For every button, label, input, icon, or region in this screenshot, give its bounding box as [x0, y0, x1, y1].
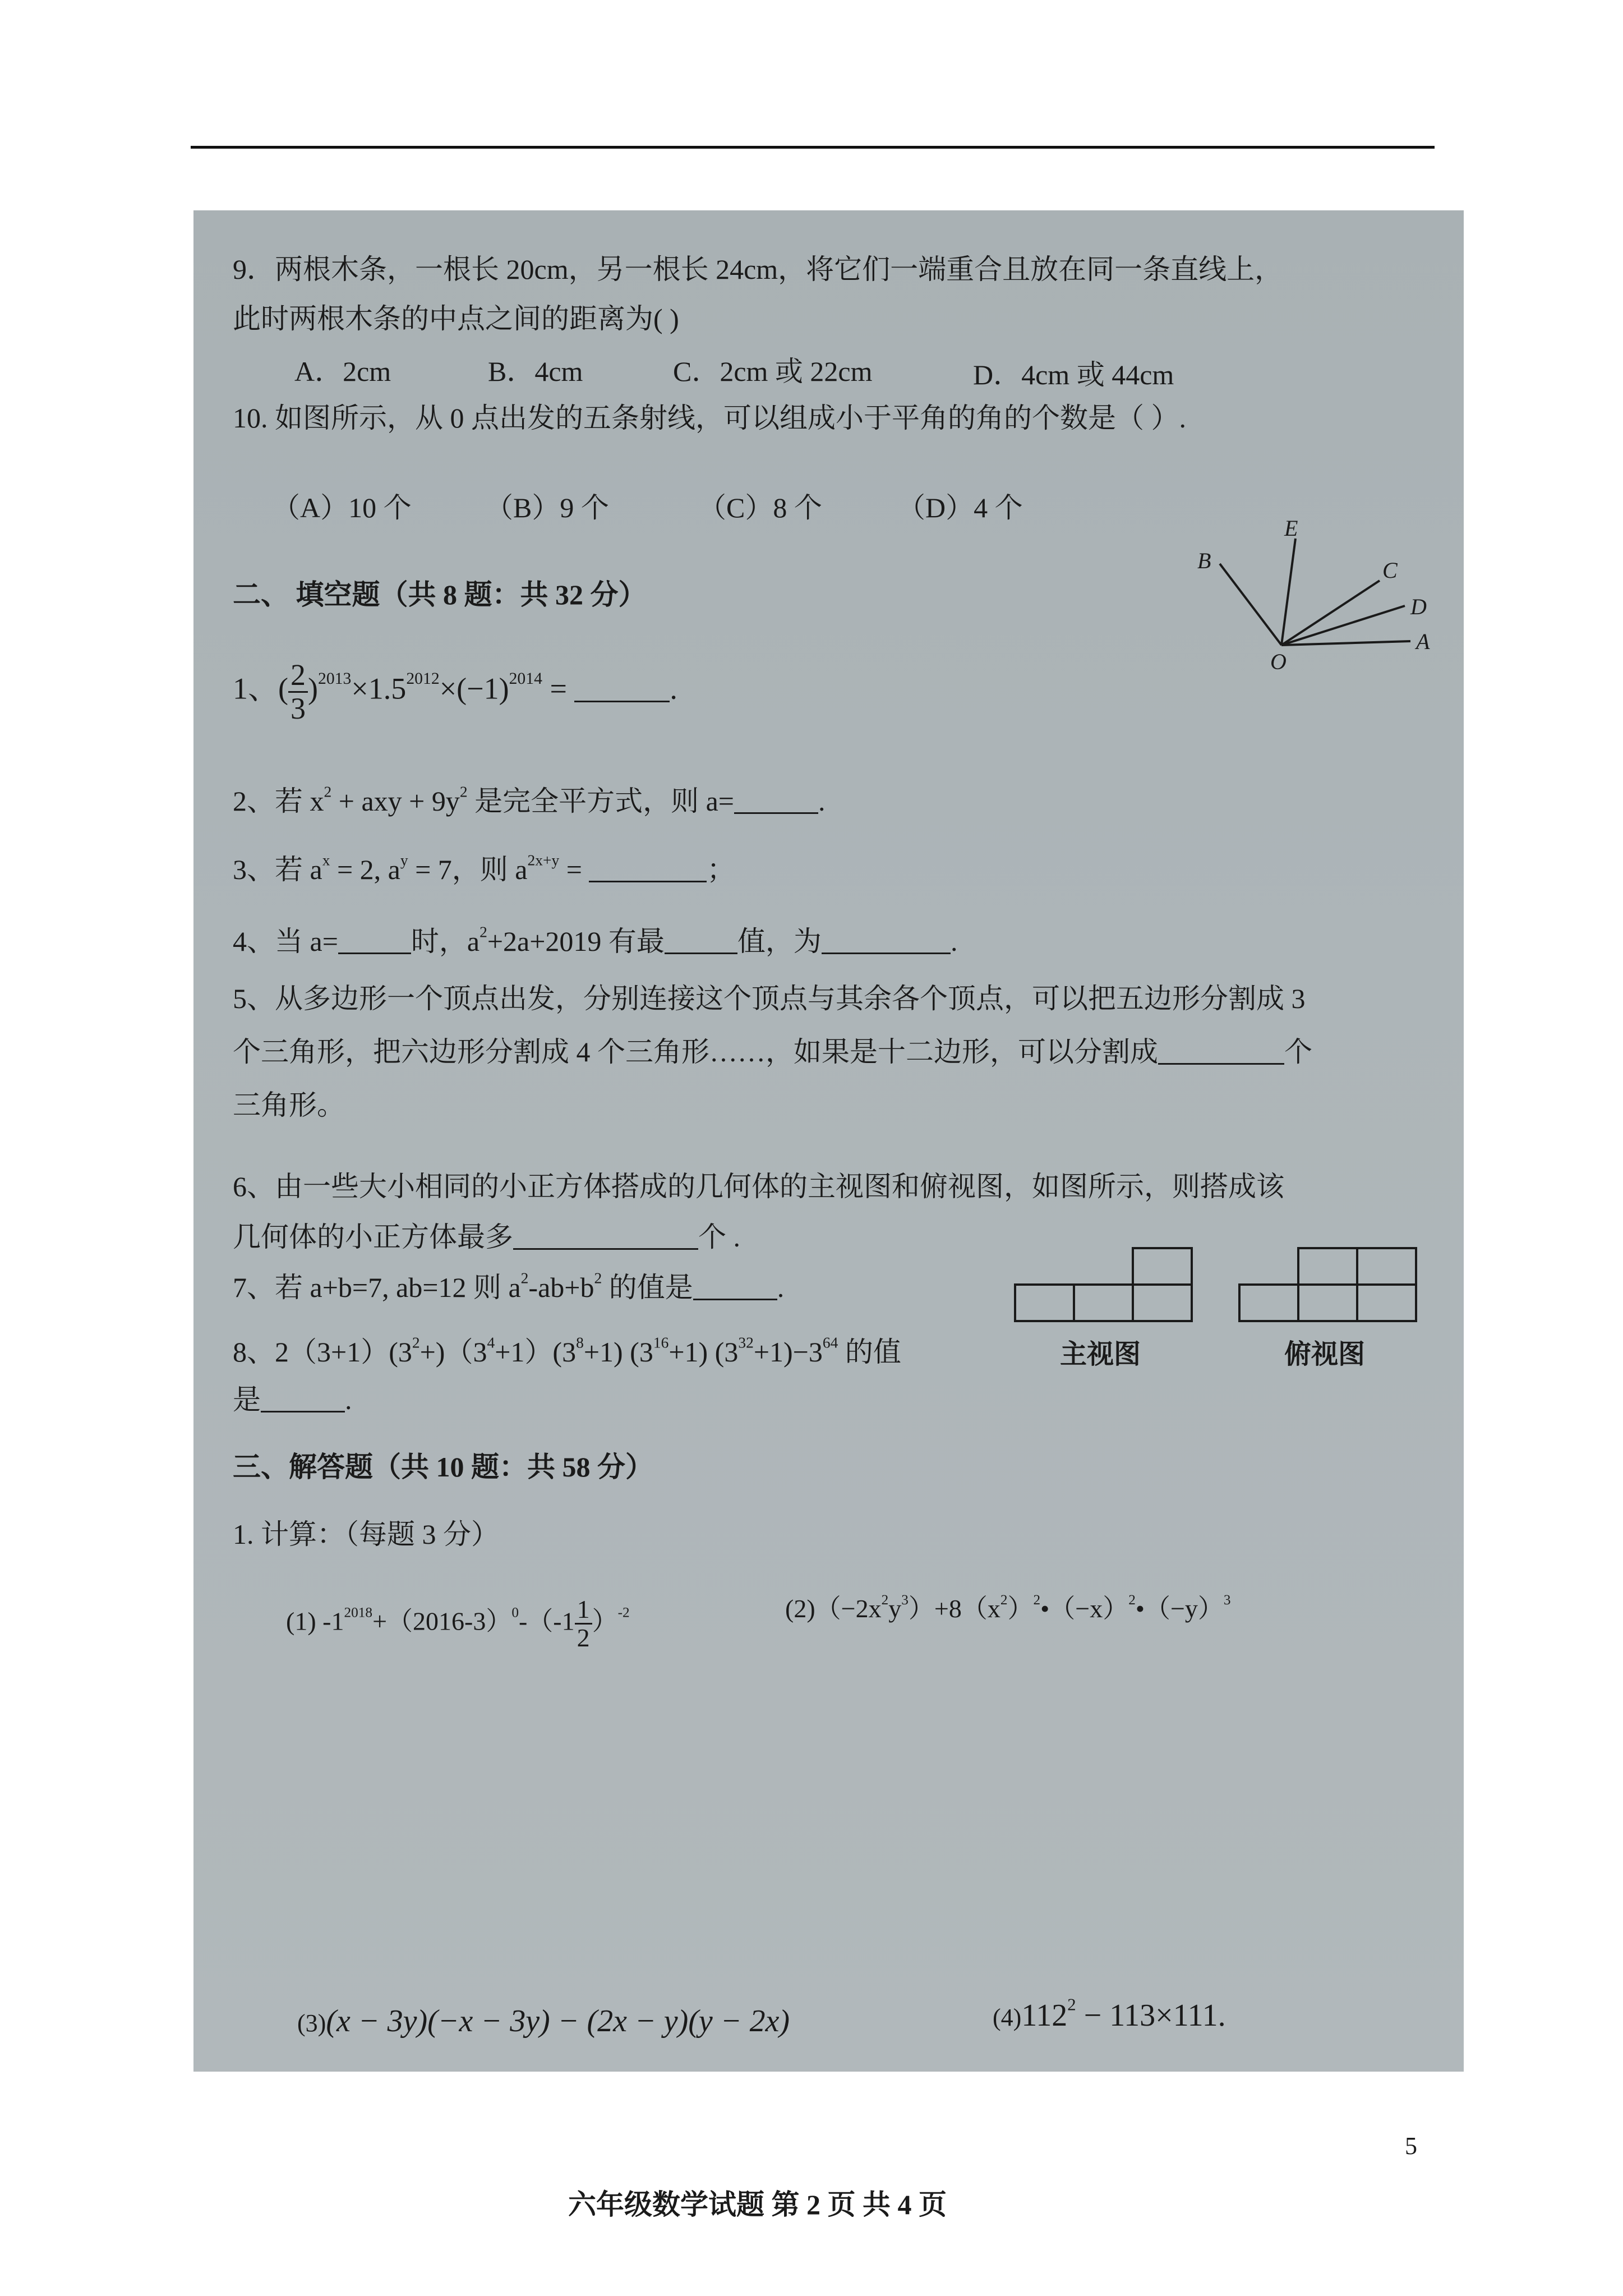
solve-p2-term: •（−x）: [1040, 1594, 1129, 1623]
solve-p2-term: ）+8（x: [908, 1594, 1000, 1623]
solve-p2-term: （−2x: [815, 1594, 882, 1623]
solve-p2-term: ）: [1007, 1594, 1034, 1623]
exponent: 2: [324, 783, 332, 800]
fill-q4-text: 时，a: [411, 926, 480, 957]
top-view-caption: 俯视图: [1284, 1340, 1366, 1369]
top-view-square: [1357, 1248, 1416, 1285]
answer-blank[interactable]: [574, 676, 670, 702]
label-d: D: [1410, 594, 1427, 619]
fill-q1-equals: =: [542, 671, 567, 706]
section3-title: 三、解答题（共 10 题：共 58 分）: [233, 1451, 653, 1483]
answer-blank[interactable]: [1158, 1038, 1284, 1065]
fill-q2-prefix: 2、若 x: [233, 785, 324, 817]
q10-option-b: （B）9 个: [485, 492, 609, 523]
exponent: 0: [511, 1604, 519, 1621]
front-view-square: [1133, 1285, 1192, 1321]
fill-q7-text: 的值是: [602, 1272, 693, 1303]
fill-q7-end: .: [777, 1272, 785, 1303]
fill-q2-end: .: [818, 785, 826, 817]
front-view-square: [1133, 1248, 1192, 1285]
fill-q8-text: 8、2（3+1）(3: [233, 1336, 412, 1368]
fill-q2-tail: 是完全平方式，则 a=: [467, 785, 734, 817]
exponent: 2018: [344, 1604, 373, 1621]
ray-oc: [1281, 581, 1380, 645]
solve-p3-expression: (x − 3y)(−x − 3y) − (2x − y)(y − 2x): [326, 2004, 790, 2039]
fill-q8-text: +1)−3: [753, 1336, 823, 1368]
fill-q1-fraction: [288, 659, 308, 724]
q9-option-d: D．4cm 或 44cm: [973, 359, 1174, 390]
fill-q1-prefix: 1、(: [233, 671, 288, 706]
label-a: A: [1416, 629, 1430, 654]
page-number: 5: [1405, 2132, 1417, 2160]
fill-q2-term: + axy + 9y: [331, 785, 460, 817]
exponent: 8: [576, 1333, 584, 1351]
exponent: 2: [479, 923, 487, 941]
solve-q1-title: 1. 计算：（每题 3 分）: [233, 1519, 499, 1550]
q10-option-d: （D）4 个: [897, 492, 1023, 523]
exponent: 4: [487, 1333, 495, 1351]
top-view-square: [1357, 1285, 1416, 1321]
fill-q8-line2: [233, 1386, 352, 1414]
front-view-square: [1015, 1285, 1074, 1321]
fill-q5-line1: 5、从多边形一个顶点出发，分别连接这个顶点与其余各个顶点，可以把五边形分割成 3: [233, 983, 1306, 1014]
exponent: 2: [1000, 1592, 1008, 1608]
fill-q6-line1: 6、由一些大小相同的小正方体搭成的几何体的主视图和俯视图，如图所示，则搭成该: [233, 1171, 1284, 1202]
fill-q3-prefix: 3、若 a: [233, 854, 322, 885]
fill-q6-text: 个 .: [698, 1221, 740, 1253]
solve-p1-term: -（-1: [518, 1607, 575, 1636]
fill-q8-text: 的值: [838, 1336, 901, 1368]
fill-q1-term: ×1.5: [351, 671, 407, 706]
label-b: B: [1197, 548, 1211, 573]
exponent: 2: [1033, 1592, 1041, 1608]
ray-oa: [1281, 641, 1410, 645]
exponent: 2: [412, 1333, 420, 1351]
fill-q7-text: -ab+b: [528, 1272, 594, 1303]
exponent: 2: [459, 783, 468, 800]
fill-q3-end: ；: [707, 854, 735, 885]
top-view-square: [1298, 1285, 1357, 1321]
fill-q4-text: 值，为: [737, 926, 822, 957]
q9-line2: 此时两根木条的中点之间的距离为( ): [233, 303, 679, 334]
section2-title: 二、 填空题（共 8 题：共 32 分）: [233, 579, 647, 610]
fill-q8-text: 是: [233, 1384, 261, 1415]
answer-blank[interactable]: [261, 1386, 345, 1412]
scanned-exam-page: [193, 210, 1464, 2220]
exponent: 2: [881, 1592, 889, 1608]
fill-q5-line2: [233, 1038, 1312, 1066]
solve-p4-term: − 113×111.: [1076, 1998, 1226, 2033]
answer-blank[interactable]: [589, 856, 707, 882]
solve-p1-term: -1: [316, 1607, 344, 1636]
problem-label: (1): [286, 1607, 316, 1636]
exponent: 16: [653, 1333, 669, 1351]
solve-p4: [993, 1995, 1226, 2033]
fill-q4: [233, 923, 958, 957]
fraction-denominator: 3: [290, 691, 306, 725]
answer-blank[interactable]: [693, 1274, 777, 1300]
label-c: C: [1382, 558, 1398, 583]
ray-oe: [1281, 539, 1295, 645]
exponent: 2x+y: [527, 851, 560, 869]
ray-od: [1281, 606, 1405, 645]
fill-q8-end: .: [345, 1384, 352, 1415]
fill-q6-text: 几何体的小正方体最多: [233, 1221, 513, 1253]
q9-option-b: B．4cm: [488, 356, 583, 387]
fraction-denominator: 2: [577, 1623, 590, 1653]
q10-option-c: （C）8 个: [698, 492, 822, 523]
fill-q5-text: 个: [1284, 1036, 1312, 1068]
solve-p1-term: +（2016-3）: [372, 1607, 512, 1636]
problem-label: (3): [297, 2009, 326, 2037]
exponent: 2012: [406, 669, 440, 688]
top-view-square: [1239, 1285, 1298, 1321]
fill-q3-term: = 7，则 a: [408, 854, 528, 885]
solve-p3: [297, 2005, 790, 2037]
label-e: E: [1284, 516, 1298, 541]
answer-blank[interactable]: [665, 928, 737, 954]
solve-p2-term: •（−y）: [1135, 1594, 1224, 1623]
fill-q7: [233, 1269, 785, 1303]
problem-label: (4): [993, 2004, 1022, 2031]
solve-p1-term: ）: [592, 1607, 618, 1636]
fill-q4-text: 4、当 a=: [233, 926, 338, 957]
answer-blank[interactable]: [513, 1223, 698, 1250]
top-view-square: [1298, 1248, 1357, 1285]
exponent: 3: [901, 1592, 909, 1608]
fill-q8-text: +)（3: [419, 1336, 487, 1368]
answer-blank[interactable]: [338, 928, 411, 954]
front-view-caption: 主视图: [1060, 1340, 1141, 1369]
fill-q4-text: +2a+2019 有最: [487, 926, 665, 957]
fill-q8-text: +1) (3: [668, 1336, 739, 1368]
fill-q8-text: +1) (3: [583, 1336, 653, 1368]
fill-q1: 1、( $\frac{2}{3}$ )$^{2013}\times 1.5^{2012}\times(-1)^{2014}$ = .: [233, 658, 677, 725]
exponent: 32: [738, 1333, 754, 1351]
answer-blank[interactable]: [822, 928, 951, 954]
solve-p2: [785, 1592, 1231, 1623]
q9-line1: 9．两根木条，一根长 20cm，另一根长 24cm，将它们一端重合且放在同一条直线上，: [233, 254, 1283, 285]
exam-footer: 六年级数学试题 第 2 页 共 4 页: [568, 2189, 947, 2220]
rays-figure: [1169, 502, 1438, 670]
front-view-square: [1074, 1285, 1133, 1321]
answer-blank[interactable]: [734, 788, 818, 814]
fill-q3-equals: =: [559, 854, 582, 885]
solve-p1: [286, 1596, 630, 1652]
solve-p2-term: y: [888, 1594, 902, 1623]
problem-label: (2): [785, 1594, 815, 1623]
solve-p4-term: 112: [1021, 1998, 1068, 2033]
top-view-figure: [1237, 1245, 1422, 1324]
front-view-figure: [1012, 1245, 1197, 1324]
exponent: 2: [520, 1269, 529, 1287]
fill-q7-text: 7、若 a+b=7, ab=12 则 a: [233, 1272, 521, 1303]
top-rule: [191, 146, 1435, 149]
fill-q5-line3: 三角形。: [233, 1089, 345, 1121]
q10-stem: 10. 如图所示，从 0 点出发的五条射线，可以组成小于平角的角的个数是（ ）.: [233, 402, 1186, 434]
fill-q4-end: .: [950, 926, 958, 957]
q10-option-a: （A）10 个: [272, 492, 412, 523]
fill-q2: [233, 783, 826, 817]
fill-q6-line2: [233, 1223, 740, 1251]
fill-q3: [233, 851, 735, 885]
exponent: 64: [822, 1333, 838, 1351]
exponent: -2: [617, 1604, 630, 1621]
exponent: y: [400, 851, 408, 869]
exponent: 2: [594, 1269, 602, 1287]
exponent: 2014: [509, 669, 542, 688]
exponent: 2: [1128, 1592, 1136, 1608]
fill-q8: [233, 1333, 901, 1368]
label-o: O: [1270, 649, 1287, 670]
q9-option-a: A．2cm: [294, 356, 391, 387]
fill-q8-text: +1）(3: [495, 1336, 577, 1368]
fill-q3-term: = 2, a: [330, 854, 400, 885]
fraction-numerator: 2: [288, 659, 308, 693]
ray-ob: [1220, 564, 1281, 645]
fill-q1-end: .: [670, 671, 677, 706]
exponent: 3: [1223, 1592, 1231, 1608]
exponent: 2013: [317, 669, 352, 688]
fill-q1-term: ×(−1): [439, 671, 509, 706]
fill-q5-text: 个三角形，把六边形分割成 4 个三角形……，如果是十二边形，可以分割成: [233, 1036, 1158, 1068]
solve-p1-fraction: [575, 1596, 592, 1652]
exponent: 2: [1067, 1995, 1076, 2014]
exponent: x: [322, 851, 330, 869]
fraction-numerator: 1: [575, 1596, 592, 1625]
q9-option-c: C．2cm 或 22cm: [673, 356, 873, 387]
